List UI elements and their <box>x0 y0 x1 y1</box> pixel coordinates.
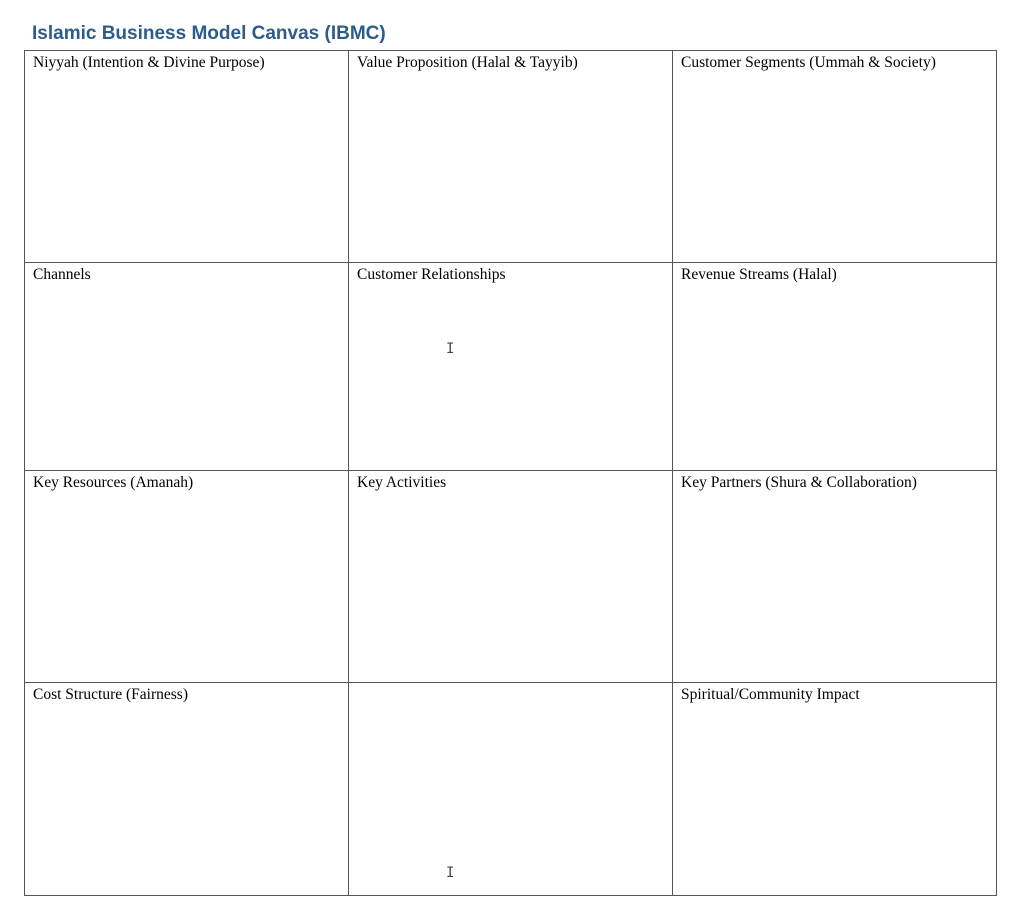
cell-label: Customer Segments (Ummah & Society) <box>681 54 936 71</box>
canvas-cell-value-proposition[interactable] <box>349 51 673 263</box>
cell-label: Key Activities <box>357 474 447 491</box>
canvas-cell-key-activities[interactable] <box>349 471 673 683</box>
canvas-row <box>25 683 997 896</box>
document-title: Islamic Business Model Canvas (IBMC) <box>32 23 386 44</box>
canvas-cell-customer-segments[interactable] <box>673 51 997 263</box>
canvas-cell-revenue-streams[interactable] <box>673 263 997 471</box>
canvas-row <box>25 263 997 471</box>
text-cursor-icon: I <box>446 341 455 357</box>
canvas-cell-key-partners[interactable] <box>673 471 997 683</box>
canvas-row <box>25 51 997 263</box>
cell-label: Niyyah (Intention & Divine Purpose) <box>33 54 265 71</box>
cell-label: Key Resources (Amanah) <box>33 474 194 491</box>
cell-label: Key Partners (Shura & Collaboration) <box>681 474 917 491</box>
canvas-cell-niyyah[interactable] <box>25 51 349 263</box>
text-cursor-icon: I <box>446 865 455 881</box>
canvas-cell-channels[interactable] <box>25 263 349 471</box>
canvas-cell-empty[interactable] <box>349 683 673 896</box>
canvas-cell-customer-relationships[interactable] <box>349 263 673 471</box>
cell-label: Customer Relationships <box>357 266 506 283</box>
canvas-cell-spiritual-impact[interactable] <box>673 683 997 896</box>
cell-label: Cost Structure (Fairness) <box>33 686 188 703</box>
cell-label <box>349 683 672 685</box>
business-model-canvas <box>24 50 997 896</box>
canvas-row <box>25 471 997 683</box>
canvas-cell-cost-structure[interactable] <box>25 683 349 896</box>
cell-label: Revenue Streams (Halal) <box>681 266 837 283</box>
cell-label: Channels <box>33 266 91 283</box>
cell-label: Spiritual/Community Impact <box>681 686 860 703</box>
cell-label: Value Proposition (Halal & Tayyib) <box>357 54 578 71</box>
canvas-cell-key-resources[interactable] <box>25 471 349 683</box>
